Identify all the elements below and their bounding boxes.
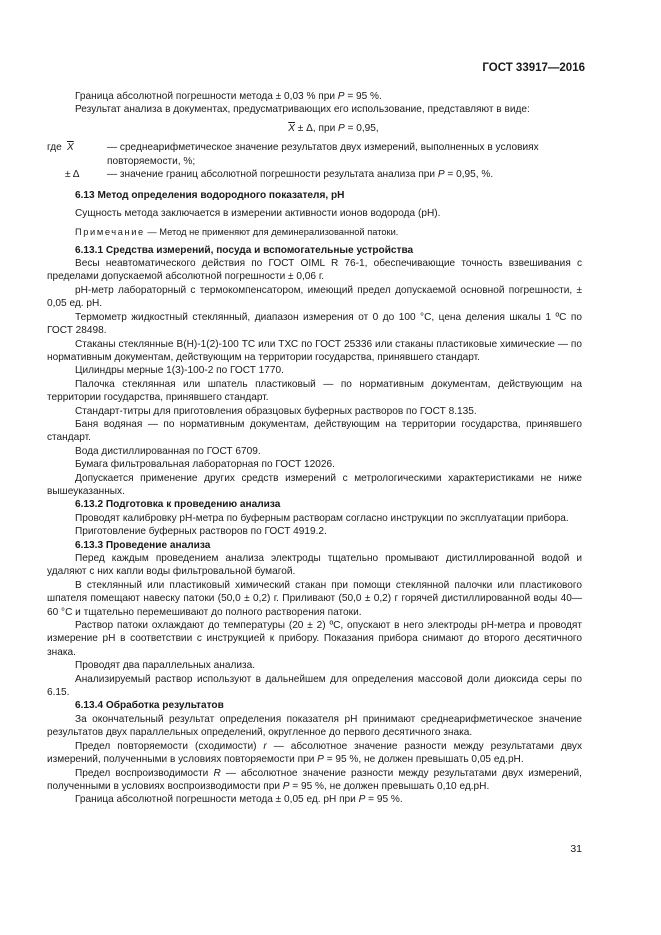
- paragraph: Анализируемый раствор используют в дальнейшем для определения массовой доли диоксида серы по 6.15.: [47, 673, 582, 699]
- paragraph: Бумага фильтровальная лабораторная по ГОСТ 12026.: [75, 459, 335, 471]
- page-content: [47, 90, 582, 807]
- formula: $\overline{X} \pm \Delta$, при P = 0,95,: [288, 122, 379, 134]
- document-id: ГОСТ 33917—2016: [482, 62, 585, 74]
- paragraph: Весы неавтоматического действия по ГОСТ OIML R 76-1, обеспечивающие точность взвешивания с пределами допускаемой абсолютной погрешности ± 0,06 г.: [47, 258, 582, 283]
- paragraph: Приготовление буферных растворов по ГОСТ 4919.2.: [75, 526, 327, 538]
- paragraph: Стандарт-титры для приготовления образцовых буферных растворов по ГОСТ 8.135.: [75, 405, 477, 417]
- formula-legend-item: ± Δ — значение границ абсолютной погрешности результата анализа при P = 0,95, %.: [65, 169, 494, 181]
- paragraph: Проводят два параллельных анализа.: [75, 660, 256, 672]
- paragraph: рН-метр лабораторный с термокомпенсатором, имеющий предел допускаемой основной погрешности, ± 0,05 ед. рН.: [47, 284, 582, 310]
- paragraph: Палочка стеклянная или шпатель пластиковый — по нормативным документам, действующим на территории государства, принявшего стандарт.: [47, 378, 582, 404]
- paragraph: Перед каждым проведением анализа электроды тщательно промывают дистиллированной водой и удаляют с них капли воды фильтровальной бумагой.: [47, 553, 582, 578]
- section-heading: 6.13.3 Проведение анализа: [75, 539, 211, 551]
- paragraph: Предел воспроизводимости R — абсолютное значение разности между результатами двух измерений, полученными в условиях воспроизводимости при P = 95 %, не должен превышать 0,10 ед.рН.: [47, 767, 582, 792]
- paragraph: Термометр жидкостный стеклянный, диапазон измерения от 0 до 100 °С, цена деления шкалы 1 ºС по ГОСТ 28498.: [47, 311, 582, 337]
- paragraph: Цилиндры мерные 1(3)-100-2 по ГОСТ 1770.: [75, 365, 284, 377]
- section-heading: 6.13 Метод определения водородного показателя, рН: [75, 190, 345, 202]
- paragraph: Проводят калибровку рН-метра по буферным растворам согласно инструкции по эксплуатации прибора.: [75, 512, 569, 524]
- paragraph: В стеклянный или пластиковый химический стакан при помощи стеклянной палочки или пластикового шпателя помещают навеску патоки (50,0 ± 0,2) г. Приливают (50,0 ± 0,2) г горячей дистиллированной воды 40—60 °С и тщательно перемешивают до полного растворения патоки.: [47, 579, 582, 618]
- page-number: 31: [570, 843, 582, 855]
- paragraph: Баня водяная — по нормативным документам, действующим на территории государства, принявшего стандарт.: [47, 418, 582, 444]
- formula-legend-item: где $\overline{X}$ — среднеарифметическое значение результатов двух измерений, выполненных в условиях повторяемости, %;: [47, 142, 539, 167]
- paragraph: Результат анализа в документах, предусматривающих его использование, представляют в виде:: [75, 104, 530, 116]
- paragraph: Граница абсолютной погрешности метода ± 0,05 ед. рН при P = 95 %.: [75, 794, 403, 806]
- paragraph: За окончательный результат определения показателя рН принимают среднеарифметическое значение результатов двух параллельных определений, округленное до первого десятичного знака.: [47, 713, 582, 739]
- section-heading: 6.13.2 Подготовка к проведению анализа: [75, 499, 281, 511]
- paragraph: Допускается применение других средств измерений с метрологическими характеристиками не ниже вышеуказанных.: [47, 472, 582, 497]
- paragraph: Раствор патоки охлаждают до температуры (20 ± 2) ºС, опускают в него электроды рН-метра и проводят измерение рН в соответствии с инструкцией к прибору. Показания прибора снимают до второго десятичного знака.: [47, 620, 582, 658]
- paragraph: Предел повторяемости (сходимости) r — абсолютное значение разности между результатами двух измерений, полученными в условиях повторяемости при P = 95 %, не должен превышать 0,05 ед.рН.: [47, 740, 583, 766]
- note: Примечание — Метод не применяют для деминерализованной патоки.: [75, 227, 399, 238]
- section-heading: 6.13.1 Средства измерений, посуда и вспомогательные устройства: [75, 244, 414, 256]
- paragraph: Стаканы стеклянные В(Н)-1(2)-100 ТС или ТХС по ГОСТ 25336 или стаканы пластиковые химические — по нормативным документам, действующим на территории государства, принявшего стандарт.: [47, 338, 582, 363]
- paragraph: Сущность метода заключается в измерении активности ионов водорода (рН).: [75, 207, 441, 219]
- section-heading: 6.13.4 Обработка результатов: [75, 700, 224, 712]
- paragraph: Граница абсолютной погрешности метода ± 0,03 % при P = 95 %.: [75, 91, 382, 102]
- paragraph: Вода дистиллированная по ГОСТ 6709.: [75, 445, 261, 457]
